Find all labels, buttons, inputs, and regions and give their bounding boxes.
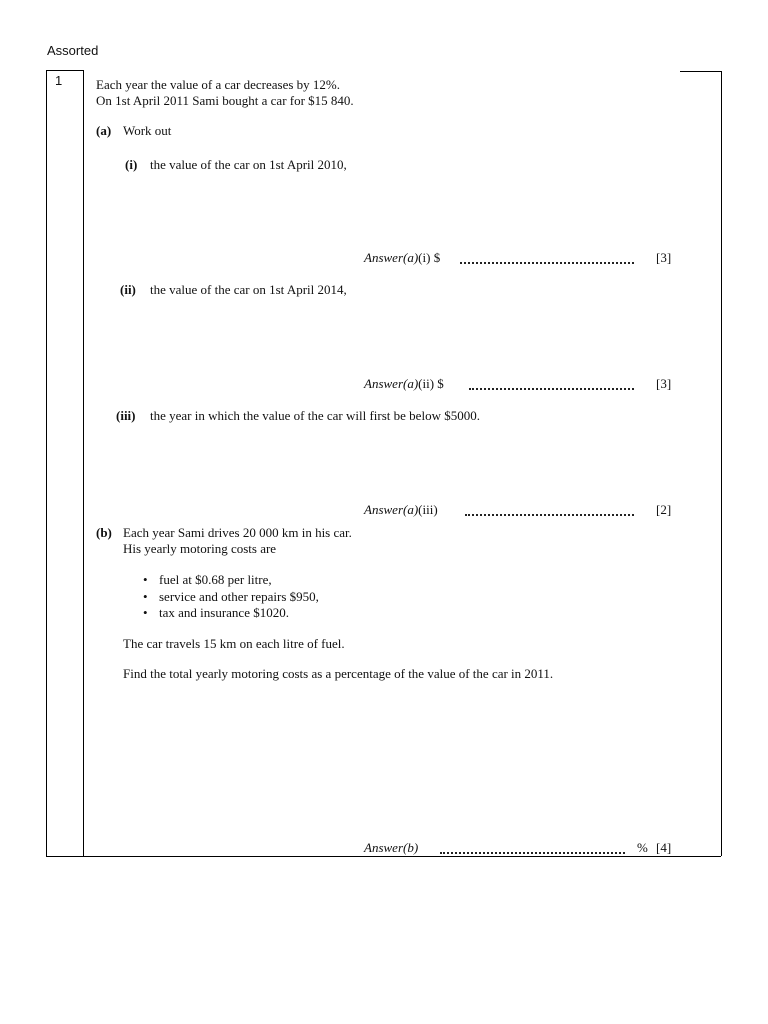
answer-a-ii-label [364, 376, 444, 392]
cost-item-fuel: fuel at $0.68 per litre, [159, 572, 272, 587]
answer-a-i-field[interactable] [460, 262, 634, 264]
part-a-ii-text: the value of the car on 1st April 2014, [150, 282, 347, 297]
marks-a-iii: [2] [656, 502, 672, 517]
part-a-label: (a) [96, 123, 112, 138]
answer-b-unit: % [637, 840, 648, 855]
frame-right-border [721, 71, 722, 856]
marks-a-i: [3] [656, 250, 672, 265]
part-a-iii-text: the year in which the value of the car will first be below $5000. [150, 408, 480, 423]
bullet-dot-icon: • [143, 589, 148, 604]
part-a-text: Work out [123, 123, 172, 138]
question-number: 1 [55, 73, 63, 88]
part-a-i-label: (i) [125, 157, 138, 172]
part-a-ii-label: (ii) [120, 282, 136, 297]
answer-a-iii-field[interactable] [465, 514, 634, 516]
page-header-title: Assorted [47, 43, 99, 58]
bullet-dot-icon: • [143, 572, 148, 587]
answer-a-ii-rest: (ii) $ [418, 376, 444, 391]
frame-number-divider [83, 70, 84, 856]
frame-left-border [46, 70, 47, 856]
cost-item-tax: tax and insurance $1020. [159, 605, 289, 620]
frame-right-top-border [680, 71, 721, 72]
answer-a-ii-italic: Answer(a) [364, 376, 419, 391]
part-b-task: Find the total yearly motoring costs as a percentage of the value of the car in 2011. [123, 666, 554, 681]
answer-a-ii-field[interactable] [469, 388, 634, 390]
answer-a-iii-italic: Answer(a) [364, 502, 419, 517]
part-a-iii-label: (iii) [116, 408, 136, 423]
intro-line-2: On 1st April 2011 Sami bought a car for $15 840. [96, 93, 354, 108]
answer-b-label: Answer(b) [364, 840, 419, 855]
frame-top-border [46, 70, 83, 71]
intro-line-1: Each year the value of a car decreases by 12%. [96, 77, 340, 92]
part-b-line-2: His yearly motoring costs are [123, 541, 277, 556]
answer-b-field[interactable] [440, 852, 625, 854]
marks-b: [4] [656, 840, 672, 855]
part-b-label: (b) [96, 525, 112, 540]
answer-a-i-italic: Answer(a) [364, 250, 419, 265]
fuel-note: The car travels 15 km on each litre of fuel. [123, 636, 345, 651]
bullet-dot-icon: • [143, 605, 148, 620]
answer-a-iii-label [364, 502, 438, 518]
cost-item-service: service and other repairs $950, [159, 589, 319, 604]
part-a-i-text: the value of the car on 1st April 2010, [150, 157, 347, 172]
frame-bottom-border [46, 856, 721, 857]
part-b-line-1: Each year Sami drives 20 000 km in his car. [123, 525, 352, 540]
answer-a-i-label [364, 250, 440, 266]
answer-a-iii-rest: (iii) [418, 502, 438, 517]
marks-a-ii: [3] [656, 376, 672, 391]
answer-a-i-rest: (i) $ [418, 250, 441, 265]
